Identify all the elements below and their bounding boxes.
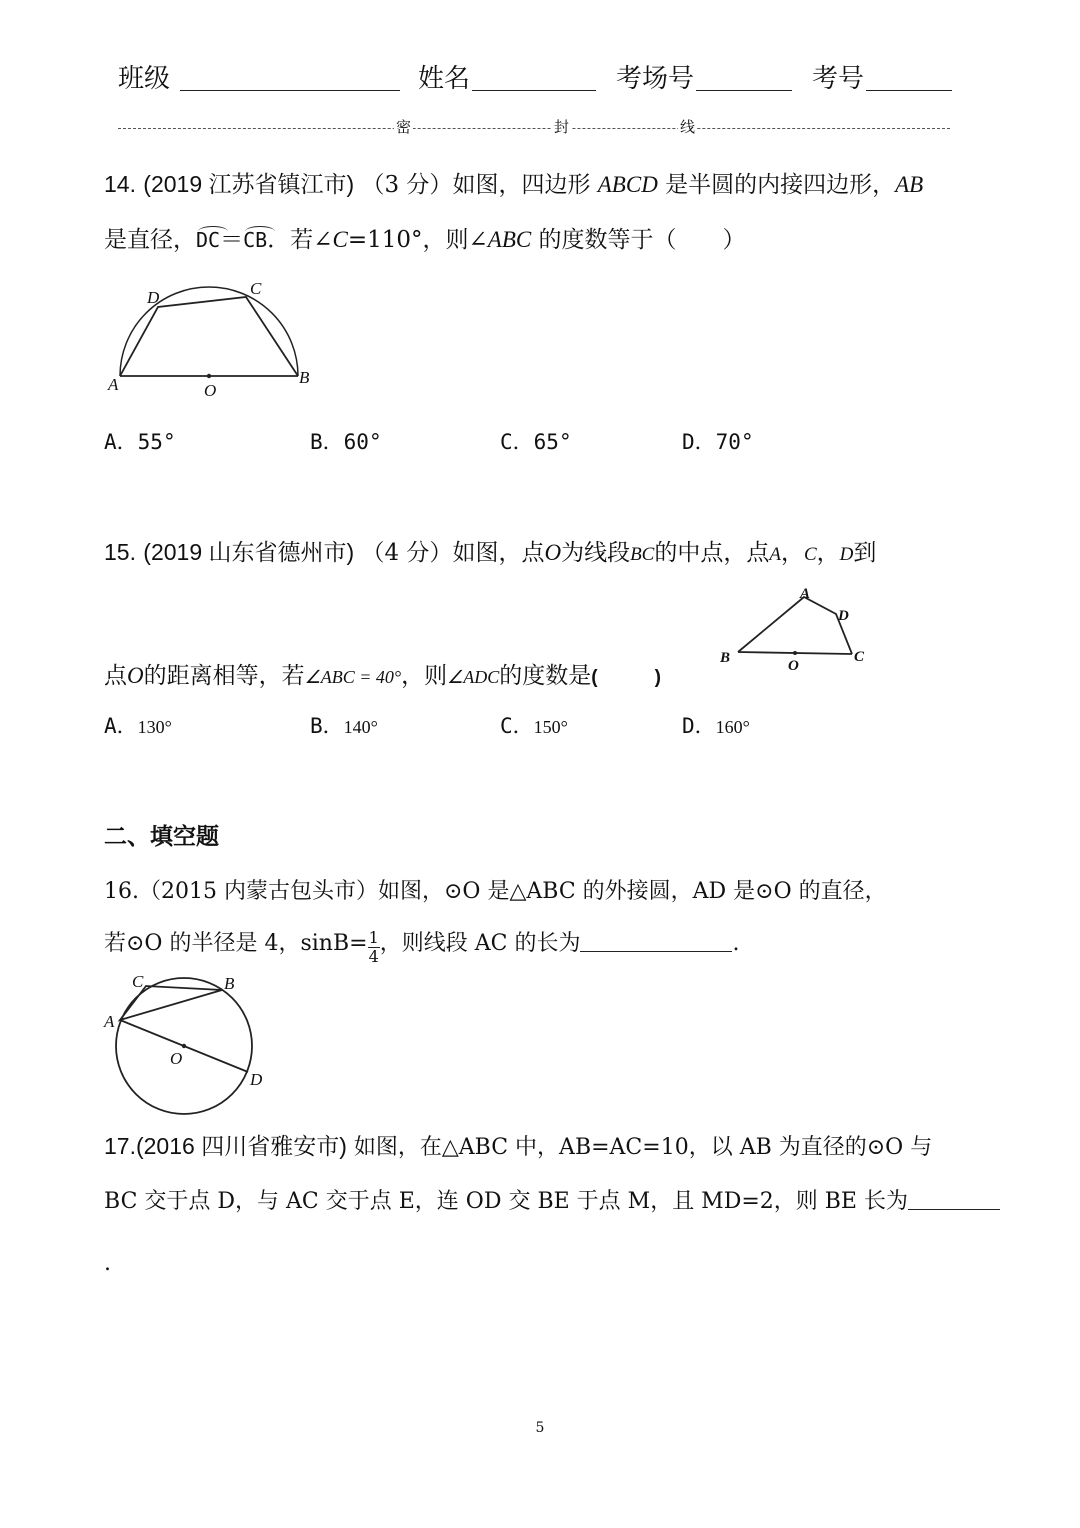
q15-text: 点 bbox=[104, 663, 127, 689]
q15-comma: ， bbox=[816, 540, 840, 566]
fraction-numerator: 1 bbox=[368, 928, 379, 947]
q15-number: 15. bbox=[104, 539, 136, 565]
class-blank[interactable] bbox=[180, 90, 400, 91]
seal-feng: 封 bbox=[554, 118, 570, 136]
q17-text: BC 交于点 D，与 AC 交于点 E，连 OD 交 BE 于点 M，且 MD=2，则 BE 长为 bbox=[104, 1189, 908, 1214]
q17-line2 bbox=[104, 1174, 1000, 1230]
arc-label: CB bbox=[243, 228, 268, 252]
option-value: 140° bbox=[343, 717, 378, 737]
q14-text: ．若∠ bbox=[267, 227, 333, 253]
q16-fraction bbox=[368, 929, 380, 966]
q17-text: 如图，在△ABC 中，AB=AC=10，以 AB 为直径的⊙O 与 bbox=[346, 1135, 933, 1160]
label-a: A bbox=[800, 586, 811, 602]
q17-period: . bbox=[104, 1251, 111, 1276]
q15-a: A bbox=[769, 544, 781, 565]
q15-score: （4 分） bbox=[361, 540, 453, 566]
label-c: C bbox=[132, 972, 144, 991]
option-value: 150° bbox=[533, 717, 568, 737]
option-value: 60° bbox=[343, 430, 382, 454]
q16-line2 bbox=[104, 916, 739, 972]
option-key: D． bbox=[682, 430, 716, 454]
q14-option-a[interactable] bbox=[104, 426, 176, 456]
option-key: C． bbox=[500, 430, 534, 454]
option-key: A． bbox=[104, 714, 138, 738]
q15-d: D bbox=[839, 544, 854, 565]
q17-line3 bbox=[104, 1236, 111, 1292]
q14-source: (2019 江苏省镇江市) bbox=[143, 171, 355, 197]
option-key: B． bbox=[310, 714, 344, 738]
option-value: 70° bbox=[715, 430, 754, 454]
q14-text: 是直径， bbox=[104, 227, 196, 253]
q15-o: O bbox=[544, 540, 562, 565]
q16-period: . bbox=[732, 931, 740, 956]
label-c: C bbox=[854, 649, 865, 665]
seal-dashes bbox=[118, 128, 950, 129]
q15-c: C bbox=[803, 544, 817, 565]
q17-number: 17. bbox=[104, 1133, 136, 1159]
q16-answer-blank[interactable] bbox=[580, 929, 732, 952]
option-key: A． bbox=[104, 430, 138, 454]
option-value: 65° bbox=[533, 430, 572, 454]
page-number: 5 bbox=[535, 1420, 545, 1436]
q14-arc-cb bbox=[243, 212, 267, 268]
q14-option-c[interactable] bbox=[500, 426, 572, 456]
label-d: D bbox=[838, 608, 849, 624]
section-title: 二、填空题 bbox=[104, 823, 219, 850]
q15-figure bbox=[716, 582, 876, 678]
q15-source: (2019 山东省德州市) bbox=[143, 539, 355, 565]
arc-label: DC bbox=[196, 228, 221, 252]
q14-abcd: ABCD bbox=[597, 172, 658, 197]
q17-answer-blank[interactable] bbox=[908, 1187, 1000, 1210]
quadrilateral-sides bbox=[120, 297, 298, 376]
q15-option-d[interactable] bbox=[682, 710, 750, 740]
q14-text: 是半圆的内接四边形， bbox=[657, 172, 896, 198]
label-c: C bbox=[250, 279, 262, 298]
q15-option-b[interactable] bbox=[310, 710, 378, 740]
q16-line1 bbox=[104, 864, 887, 920]
exam-number-label: 考号 bbox=[812, 64, 865, 94]
exam-header bbox=[118, 52, 978, 96]
q14-text: =110°，则∠ bbox=[347, 227, 488, 253]
q14-option-d[interactable] bbox=[682, 426, 754, 456]
q14-c: C bbox=[332, 227, 348, 252]
q16-figure bbox=[100, 970, 280, 1120]
q14-figure bbox=[104, 272, 324, 402]
option-value: 130° bbox=[137, 717, 172, 737]
q14-line2 bbox=[104, 212, 746, 268]
room-label: 考场号 bbox=[616, 64, 695, 94]
q15-line1 bbox=[104, 524, 876, 583]
label-b: B bbox=[720, 650, 731, 666]
label-o: O bbox=[170, 1049, 183, 1068]
q14-line1 bbox=[104, 156, 923, 213]
label-d: D bbox=[147, 288, 160, 307]
q15-text: 的距离相等，若 bbox=[143, 663, 305, 689]
seal-mi: 密 bbox=[396, 118, 412, 136]
q14-number: 14. bbox=[104, 171, 136, 197]
q15-angle-adc: ∠ADC bbox=[447, 667, 500, 687]
label-a: A bbox=[108, 375, 119, 394]
q15-text: 为线段 bbox=[561, 540, 631, 566]
option-key: B． bbox=[310, 430, 344, 454]
center-o bbox=[182, 1044, 186, 1048]
name-blank[interactable] bbox=[472, 90, 596, 91]
quadrilateral-sides bbox=[738, 597, 852, 654]
option-value: 160° bbox=[715, 717, 750, 737]
q15-comma: ， bbox=[780, 540, 804, 566]
q15-angle-abc: ∠ABC = 40° bbox=[304, 667, 402, 687]
q14-eq: ＝ bbox=[220, 227, 244, 253]
q14-arc-dc bbox=[196, 212, 220, 268]
arc-mark-icon bbox=[245, 226, 275, 237]
q15-o: O bbox=[127, 663, 144, 688]
q15-text: 如图，点 bbox=[452, 540, 545, 566]
room-blank[interactable] bbox=[696, 90, 792, 91]
q15-text: 到 bbox=[853, 540, 877, 566]
q14-text: 的度数等于（ ） bbox=[531, 227, 746, 253]
q16-text: ，则线段 AC 的长为 bbox=[379, 931, 581, 956]
label-a: A bbox=[104, 1012, 115, 1031]
label-b: B bbox=[299, 368, 310, 387]
q14-text: 如图，四边形 bbox=[452, 172, 598, 198]
option-key: D． bbox=[682, 714, 716, 738]
midpoint-o bbox=[793, 651, 797, 655]
label-o: O bbox=[204, 381, 217, 400]
q14-ab: AB bbox=[895, 172, 924, 197]
name-label: 姓名 bbox=[418, 64, 471, 94]
triangle-abc bbox=[120, 986, 222, 1020]
exam-number-blank[interactable] bbox=[866, 90, 952, 91]
q17-source: (2016 四川省雅安市) bbox=[135, 1133, 347, 1159]
q15-bc: BC bbox=[630, 544, 655, 565]
q15-option-c[interactable] bbox=[500, 710, 568, 740]
q16-text: （2015 内蒙古包头市）如图，⊙O 是△ABC 的外接圆，AD 是⊙O 的直径， bbox=[139, 879, 887, 904]
class-label: 班级 bbox=[118, 64, 171, 94]
label-b: B bbox=[224, 974, 235, 993]
option-value: 55° bbox=[137, 430, 176, 454]
q15-text: 的中点，点 bbox=[654, 540, 770, 566]
seal-xian: 线 bbox=[680, 118, 696, 136]
q15-answer-parens[interactable]: ( ) bbox=[591, 667, 661, 688]
label-d: D bbox=[250, 1070, 263, 1089]
q15-option-a[interactable] bbox=[104, 710, 172, 740]
q16-number: 16. bbox=[104, 879, 139, 904]
fraction-denominator: 4 bbox=[368, 947, 379, 966]
center-point bbox=[207, 374, 211, 378]
q15-text: 的度数是 bbox=[499, 663, 592, 689]
seal-line bbox=[118, 116, 950, 136]
q17-line1 bbox=[104, 1118, 932, 1176]
q15-text: ，则 bbox=[401, 663, 448, 689]
arc-mark-icon bbox=[198, 226, 228, 237]
label-o: O bbox=[788, 658, 799, 674]
q16-text: 若⊙O 的半径是 4，sinB= bbox=[104, 931, 368, 956]
option-key: C． bbox=[500, 714, 534, 738]
q15-line2 bbox=[104, 648, 661, 706]
q14-option-b[interactable] bbox=[310, 426, 382, 456]
q14-score: （3 分） bbox=[361, 172, 453, 198]
q14-abc: ABC bbox=[487, 227, 532, 252]
